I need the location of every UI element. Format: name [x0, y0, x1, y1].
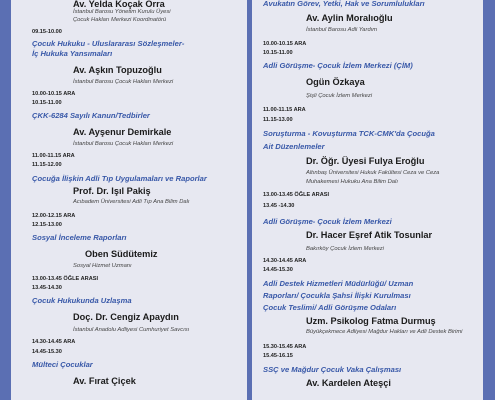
schedule-title-line: ÇKK-6284 Sayılı Kanun/Tedbirler	[32, 111, 150, 120]
schedule-name-line: Ogün Özkaya	[306, 77, 365, 87]
schedule-name-line: Av. Ayşenur Demirkale	[73, 127, 172, 137]
schedule-time-line: 13.45 -14.30	[263, 203, 295, 209]
schedule-title-line: Adli Görüşme- Çocuk İzlem Merkezi	[263, 217, 392, 226]
schedule-title-line: Avukatın Görev, Yetki, Hak ve Sorumlulukları	[263, 0, 425, 8]
schedule-time-line: 14.30-14.45 ARA	[263, 258, 307, 264]
schedule-time-line: 10.00-10.15 ARA	[32, 91, 76, 97]
schedule-name-line: Oben Südütemiz	[85, 249, 158, 259]
schedule-aff-line: İstanbul Anadolu Adliyesi Cumhuriyet Savcısı	[73, 327, 190, 333]
schedule-aff-line: Büyükçekmece Adliyesi Mağdur Hakları ve Adli Destek Birimi	[306, 329, 463, 335]
schedule-title-line: Çocuğa İlişkin Adli Tıp Uygulamaları ve Raporlar	[32, 174, 207, 183]
schedule-time-line: 14.45-15.30	[263, 267, 293, 273]
schedule-aff-line: Şişli Çocuk İzlem Merkezi	[306, 93, 373, 99]
schedule-time-line: 10.15-11.00	[263, 50, 293, 56]
schedule-time-line: 10.15-11.00	[32, 100, 62, 106]
schedule-time-line: 11.00-11.15 ARA	[32, 153, 75, 159]
schedule-time-line: 12.15-13.00	[32, 222, 62, 228]
schedule-name-line: Dr. Öğr. Üyesi Fulya Eroğlu	[306, 156, 425, 166]
schedule-time-line: 15.30-15.45 ARA	[263, 344, 307, 350]
schedule-name-line: Dr. Hacer Eşref Atik Tosunlar	[306, 230, 433, 240]
schedule-title-line: SSÇ ve Mağdur Çocuk Vaka Çalışması	[263, 365, 402, 374]
schedule-time-line: 11.15-13.00	[263, 117, 293, 123]
schedule-aff-line: Altınbaş Üniversitesi Hukuk Fakültesi Ceza ve Ceza	[306, 170, 440, 176]
schedule-title-line: Sosyal İnceleme Raporları	[32, 233, 127, 242]
left-program-column	[11, 0, 247, 400]
schedule-time-line: 13.00-13.45 ÖĞLE ARASI	[32, 276, 99, 282]
schedule-name-line: Av. Kardelen Ateşçi	[306, 378, 391, 388]
schedule-time-line: 11.15-12.00	[32, 162, 62, 168]
schedule-name-line: Av. Aylin Moralıoğlu	[306, 13, 393, 23]
schedule-title-line: Çocuk Hukukunda Uzlaşma	[32, 296, 132, 305]
schedule-aff-line: Bakırköy Çocuk İzlem Merkezi	[306, 246, 384, 252]
schedule-aff-line: İstanbul Barosu Yönetim Kurulu Üyesi	[73, 9, 171, 15]
schedule-title-line: Mülteci Çocuklar	[32, 360, 93, 369]
schedule-aff-line: Çocuk Hakları Merkezi Koordinatörü	[73, 17, 167, 23]
schedule-name-line: Av. Aşkın Topuzoğlu	[73, 65, 162, 75]
schedule-title-line: Çocuk Hukuku - Uluslararası Sözleşmeler-	[32, 39, 185, 48]
schedule-time-line: 14.30-14.45 ARA	[32, 339, 76, 345]
schedule-name-line: Av. Yelda Koçak Orra	[73, 0, 165, 9]
schedule-name-line: Prof. Dr. Işıl Pakiş	[73, 186, 151, 196]
schedule-name-line: Av. Fırat Çiçek	[73, 376, 136, 386]
schedule-time-line: 13.00-13.45 ÖĞLE ARASI	[263, 192, 330, 198]
schedule-time-line: 12.00-12.15 ARA	[32, 213, 76, 219]
right-program-column	[252, 0, 483, 400]
schedule-title-line: Raporları/ Çocukla Şahsi İlişki Kurulması	[263, 291, 411, 300]
schedule-time-line: 15.45-16.15	[263, 353, 293, 359]
schedule-name-line: Uzm. Psikolog Fatma Durmuş	[306, 316, 436, 326]
schedule-title-line: İç Hukuka Yansımaları	[32, 49, 113, 58]
schedule-title-line: Adli Destek Hizmetleri Müdürlüğü/ Uzman	[263, 279, 414, 288]
schedule-time-line: 11.00-11.15 ARA	[263, 107, 306, 113]
schedule-title-line: Ait Düzenlemeler	[263, 142, 325, 151]
schedule-name-line: Doç. Dr. Cengiz Apaydın	[73, 312, 179, 322]
schedule-title-line: Adli Görüşme- Çocuk İzlem Merkezi (ÇİM)	[263, 61, 413, 70]
schedule-aff-line: Sosyal Hizmet Uzmanı	[73, 263, 132, 269]
schedule-time-line: 10.00-10.15 ARA	[263, 41, 307, 47]
schedule-time-line: 13.45-14.30	[32, 285, 62, 291]
schedule-time-line: 14.45-15.30	[32, 349, 62, 355]
schedule-aff-line: İstanbul Barosu Çocuk Hakları Merkezi	[73, 141, 174, 147]
schedule-aff-line: Muhakemesi Hukuku Ana Bilim Dalı	[306, 179, 398, 185]
schedule-aff-line: Acıbadem Üniversitesi Adli Tıp Ana Bilim Dalı	[73, 199, 190, 205]
schedule-aff-line: İstanbul Barosu Çocuk Hakları Merkezi	[73, 79, 174, 85]
schedule-time-line: 09.15-10.00	[32, 29, 62, 35]
schedule-aff-line: İstanbul Barosu Adli Yardım	[306, 27, 378, 33]
schedule-title-line: Çocuk Teslimi/ Adli Görüşme Odaları	[263, 303, 397, 312]
schedule-title-line: Soruşturma - Kovuşturma TCK-CMK'da Çocuğa	[263, 129, 435, 138]
